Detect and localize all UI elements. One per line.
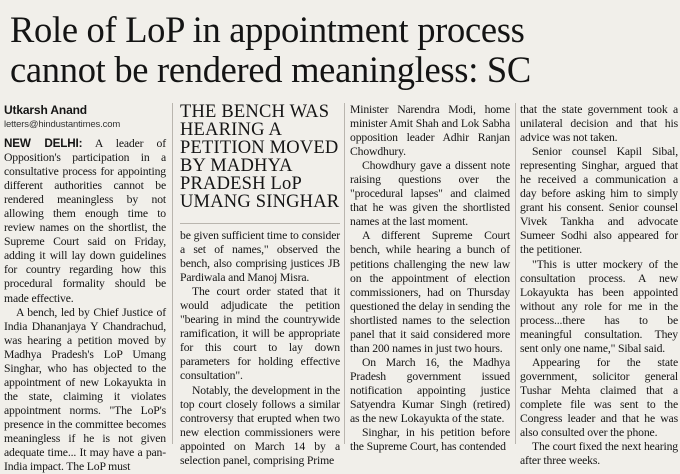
headline-line-1: Role of LoP in appointment process [10, 9, 525, 50]
article-paragraph: A different Supreme Court bench, while hearing a bunch of petitions challenging the new law on the appointment of election commissioners, had on Thursday questioned the delay in sending the shortlisted names to the selection panel that it said considered more than 200 names in just two hours. [350, 229, 510, 355]
article-paragraph: that the state government took a unilateral decision and that his advice was not taken. [520, 103, 678, 145]
article-paragraph: Minister Narendra Modi, home minister Amit Shah and Lok Sabha opposition leader Adhir Ranjan Chowdhury. [350, 103, 510, 159]
column-divider [172, 103, 173, 444]
article-paragraph: "This is utter mockery of the consultation process. A new Lokayukta has been appointed without any role for me in the process...there has to be meaningful consultation. They sent only one name," Sibal said. [520, 257, 678, 355]
article-paragraph: Senior counsel Kapil Sibal, representing Singhar, argued that he received a communication a day before asking him to simply grant his consent. Senior counsel Vivek Tankha and advocate Sumeer Sodhi also appeared for the petitioner. [520, 145, 678, 257]
article-paragraph: Chowdhury gave a dissent note raising questions over the "procedural lapses" and claimed that he was given the shortlisted names at the last moment. [350, 159, 510, 229]
article-paragraph: The court order stated that it would adjudicate the petition "bearing in mind the countrywide ramification, it will be appropriate for this court to lay down parameters for holding effective consultation". [180, 285, 340, 383]
column-divider [344, 103, 345, 444]
article-paragraph: NEW DELHI: A leader of Opposition's participation in a consultative process for appointing different authorities cannot be rendered meaningless by not allowing them enough time to review names on the shortlist, the Supreme Court said on Friday, adding it will lay down guidelines for country regarding how this procedural formality should be made effective. [4, 137, 166, 305]
article-paragraph: Appearing for the state government, solicitor general Tushar Mehta claimed that a complete file was sent to the Congress leader and that he was also consulted over the phone. [520, 355, 678, 440]
article-paragraph: On March 16, the Madhya Pradesh government issued notification appointing justice Satyendra Kumar Singh (retired) as the new Lokayukta of the state. [350, 355, 510, 426]
article-column-4 [520, 103, 678, 468]
column-divider [515, 103, 516, 444]
headline [10, 10, 672, 90]
headline-line-2: cannot be rendered meaningless: SC [10, 49, 531, 90]
article-paragraph: Singhar, in his petition before the Supreme Court, has contended [350, 426, 510, 454]
article-paragraph: Notably, the development in the top court closely follows a similar controversy that erupted when two new election commissioners were appointed on March 14 by a selection panel, comprising Prime [180, 383, 340, 467]
article-paragraph: A bench, led by Chief Justice of India Dhananjaya Y Chandrachud, was hearing a petition moved by Madhya Pradesh's LoP Umang Singhar, who has objected to the appointment of new Lokayukta in the state, claiming it violates appointment norms. "The LoP's presence in the committee becomes meaningless if he is not given adequate time... It may have a pan-India impact. The LoP must [4, 305, 166, 474]
author-name: Utkarsh Anand [4, 103, 87, 117]
article-column-3 [350, 103, 510, 454]
pull-quote: THE BENCH WAS HEARING A PETITION MOVED BY MADHYA PRADESH LoP UMANG SINGHAR [180, 103, 340, 224]
article-paragraph: The court fixed the next hearing after three weeks. [520, 440, 678, 468]
author-email[interactable]: letters@hindustantimes.com [4, 119, 121, 130]
article-paragraph: be given sufficient time to consider a set of names," observed the bench, also comprising justices JB Pardiwala and Manoj Misra. [180, 229, 340, 285]
dateline: NEW DELHI: [4, 137, 83, 150]
article-column-1 [4, 103, 166, 474]
article-column-2 [180, 103, 340, 468]
